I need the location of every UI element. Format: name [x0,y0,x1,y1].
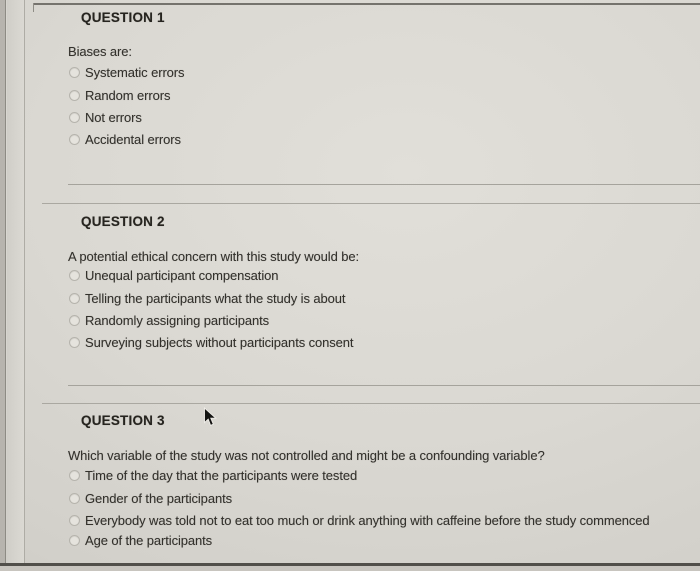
radio-button[interactable] [69,112,80,123]
radio-button[interactable] [69,535,80,546]
window-top-border [33,3,700,5]
answer-option[interactable] [69,267,278,283]
question-1-bottom-divider [68,184,700,185]
radio-button[interactable] [69,293,80,304]
answer-option-label: Everybody was told not to eat too much or drink anything with caffeine before the study commenced [85,512,650,528]
answer-option-label: Age of the participants [85,532,213,548]
answer-option[interactable] [69,532,212,548]
answer-option[interactable] [69,490,232,506]
answer-option-label: Systematic errors [85,64,185,80]
answer-option[interactable] [69,334,353,350]
window-top-border-corner [33,3,34,12]
answer-option[interactable] [69,512,650,528]
answer-option-label: Random errors [85,87,171,103]
question-1-header: QUESTION 1 [81,10,165,25]
radio-button[interactable] [69,470,80,481]
answer-option-label: Telling the participants what the study is about [85,290,346,306]
window-bottom-edge [0,566,700,571]
question-2-card-border [42,203,700,204]
answer-option[interactable] [69,131,181,147]
answer-option[interactable] [69,64,184,80]
answer-option-label: Gender of the participants [85,490,232,506]
radio-button[interactable] [69,270,80,281]
radio-button[interactable] [69,67,80,78]
answer-option[interactable] [69,87,170,103]
radio-button[interactable] [69,315,80,326]
radio-button[interactable] [69,90,80,101]
answer-option-label: Unequal participant compensation [85,267,279,283]
radio-button[interactable] [69,134,80,145]
answer-option[interactable] [69,290,345,306]
question-3-prompt: Which variable of the study was not controlled and might be a confounding variable? [68,448,545,463]
window-left-edge-outer [0,0,6,571]
answer-option-label: Surveying subjects without participants consent [85,334,354,350]
question-2-header: QUESTION 2 [81,214,165,229]
radio-button[interactable] [69,515,80,526]
question-2-prompt: A potential ethical concern with this study would be: [68,249,359,264]
window-left-edge-inner [7,0,26,571]
question-1-prompt: Biases are: [68,44,132,59]
question-3-header: QUESTION 3 [81,413,165,428]
answer-option-label: Not errors [85,109,142,125]
question-2-bottom-divider [68,385,700,386]
answer-option-label: Time of the day that the participants were tested [85,467,358,483]
answer-option-label: Randomly assigning participants [85,312,270,328]
answer-option[interactable] [69,467,357,483]
question-3-card-border [42,403,700,404]
radio-button[interactable] [69,493,80,504]
radio-button[interactable] [69,337,80,348]
answer-option-label: Accidental errors [85,131,181,147]
mouse-pointer-icon [203,407,217,428]
answer-option[interactable] [69,312,269,328]
answer-option[interactable] [69,109,142,125]
